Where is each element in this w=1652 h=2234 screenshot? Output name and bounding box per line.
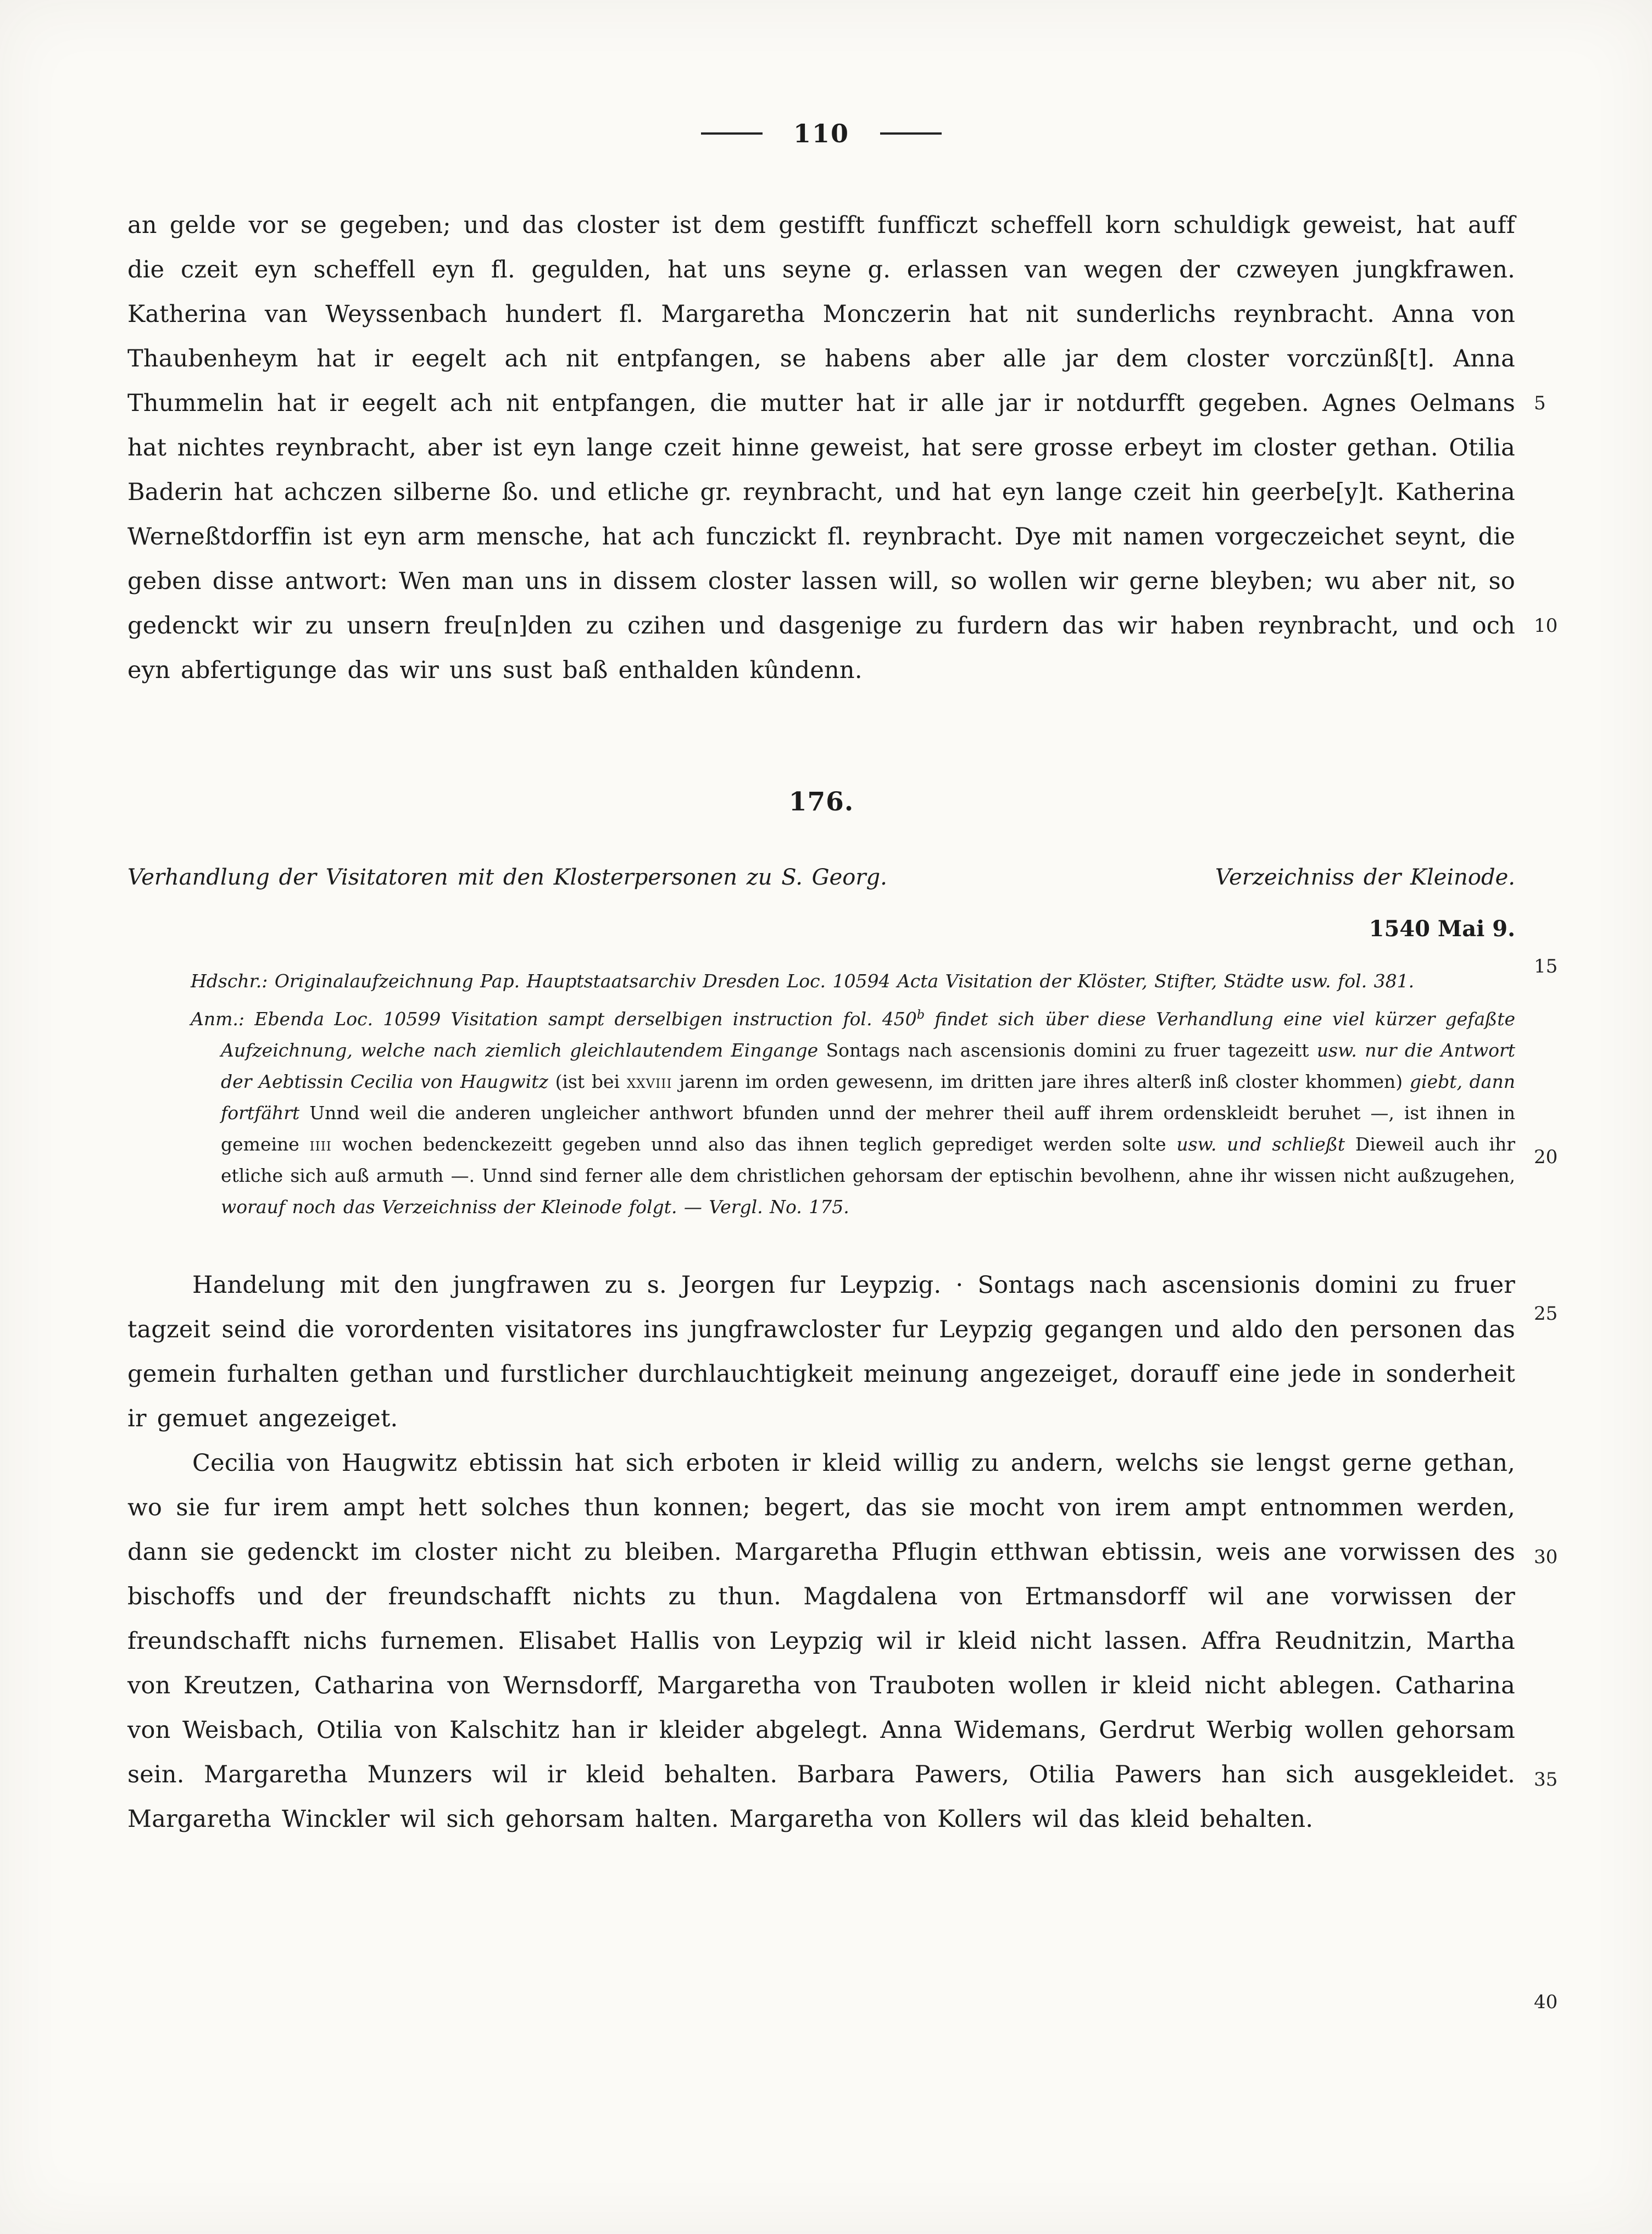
- text-segment: giebt, dann fortfährt: [221, 1071, 1515, 1124]
- text-segment: jarenn im orden gewesenn, im dritten jare ihres alterß inß closter khommen): [672, 1071, 1410, 1092]
- margin-line-number-20: 20: [1534, 1146, 1558, 1168]
- page-number-rule-right: [880, 132, 942, 135]
- main-paragraph-2: Cecilia von Haugwitz ebtissin hat sich erboten ir kleid willig zu andern, welchs sie lengst gerne gethan, wo sie fur irem ampt hett solches thun konnen; begert, das sie mocht von irem ampt entnommen werden, dann sie gedenckt im closter nicht zu bleiben. Margaretha Pflugin etthwan ebtissin, weis ane vorwissen des bischoffs und der freundschafft nichts zu thun. Magdalena von Ertmansdorff wil ane vorwissen der freundschafft nichs furnemen. Elisabet Hallis von Leypzig wil ir kleid nicht lassen. Affra Reudnitzin, Martha von Kreutzen, Catharina von Wernsdorff, Margaretha von Trauboten wollen ir kleid nicht ablegen. Catharina von Weisbach, Otilia von Kalschitz han ir kleider abgelegt. Anna Widemans, Gerdrut Werbig wollen gehorsam sein. Margaretha Munzers wil ir kleid behalten. Barbara Pawers, Otilia Pawers han sich ausgekleidet. Margaretha Winckler wil sich gehorsam halten. Margaretha von Kollers wil das kleid behalten.: [127, 1449, 1515, 1833]
- text-segment: xxviii: [626, 1071, 672, 1092]
- anm-text: [221, 1008, 1515, 1218]
- text-segment: usw. nur die Antwort der Aebtissin Cecilia von Haugwitz: [221, 1040, 1515, 1092]
- text-segment: wochen bedenckezeitt gegeben unnd also das ihnen teglich geprediget werden solte: [331, 1133, 1177, 1155]
- section-title: [127, 862, 1515, 893]
- text-segment: (ist bei: [555, 1071, 627, 1092]
- margin-line-number-35: 35: [1534, 1769, 1558, 1791]
- margin-line-number-5: 5: [1534, 392, 1546, 414]
- margin-line-number-40: 40: [1534, 1991, 1558, 2013]
- text-segment: Ebenda Loc. 10599 Visitation sampt derselbigen instruction fol. 450: [244, 1008, 917, 1030]
- text-segment: iiii: [309, 1133, 332, 1155]
- hdschr-text: [268, 970, 1414, 992]
- text-segment: worauf noch das Verzeichniss der Kleinode folgt. — Vergl. No. 175.: [221, 1196, 849, 1218]
- text-segment: Originalaufzeichnung Pap. Hauptstaatsarchiv Dresden Loc. 10594 Acta Visitation der Klöster, Stifter, Städte usw. fol. 381.: [268, 970, 1415, 992]
- section-title-right: Verzeichniss der Kleinode.: [1215, 865, 1515, 890]
- text-segment: b: [916, 1008, 925, 1022]
- text-segment: Sontags nach ascensionis domini zu fruer tagezeitt: [826, 1040, 1317, 1061]
- section-title-left: Verhandlung der Visitatoren mit den Klosterpersonen zu S. Georg.: [127, 865, 887, 890]
- margin-line-number-30: 30: [1534, 1546, 1558, 1568]
- anm-label: Anm.:: [191, 1008, 244, 1030]
- margin-line-number-25: 25: [1534, 1303, 1558, 1325]
- hdschr-label: Hdschr.:: [191, 970, 268, 992]
- page-header: [127, 116, 1515, 151]
- page-number: 110: [793, 119, 850, 148]
- anm-note: [191, 1003, 1515, 1222]
- main-paragraph-1: Handelung mit den jungfrawen zu s. Jeorgen fur Leypzig. · Sontags nach ascensionis domini zu fruer tagzeit seind die vorordenten visitatores ins jungfrawcloster fur Leypzig gegangen und aldo den personen das gemein furhalten gethan und furstlicher durchlauchtigkeit meinung angezeiget, dorauff eine jede in sonderheit ir gemuet angezeiget.: [127, 1271, 1515, 1432]
- continuation-paragraph: an gelde vor se gegeben; und das closter ist dem gestifft funfficzt scheffell korn schuldigk geweist, hat auff die czeit eyn scheffell eyn fl. gegulden, hat uns seyne g. erlassen van wegen der czweyen jungkfrawen. Katherina van Weyssenbach hundert fl. Margaretha Monczerin hat nit sunderlichs reynbracht. Anna von Thaubenheym hat ir eegelt ach nit entpfangen, se habens aber alle jar dem closter vorczünß[t]. Anna Thummelin hat ir eegelt ach nit entpfangen, die mutter hat ir alle jar ir notdurfft gegeben. Agnes Oelmans hat nichtes reynbracht, aber ist eyn lange czeit hinne geweist, hat sere grosse erbeyt im closter gethan. Otilia Baderin hat achczen silberne ßo. und etliche gr. reynbracht, und hat eyn lange czeit hin geerbe[y]t. Katherina Werneßtdorffin ist eyn arm mensche, hat ach funczickt fl. reynbracht. Dye mit namen vorgeczeichet seynt, die geben disse antwort: Wen man uns in dissem closter lassen will, so wollen wir gerne bleyben; wu aber nit, so gedenckt wir zu unsern freu[n]den zu czihen und dasgenige zu furdern das wir haben reynbracht, und och eyn abfertigunge das wir uns sust baß enthalden kûndenn.: [127, 212, 1515, 684]
- page-number-rule-left: [701, 132, 763, 135]
- text-segment: Dieweil auch ihr etliche sich auß armuth —. Unnd sind ferner alle dem christlichen gehorsam der eptischin bevolhenn, ahne ihr wissen nicht außzugehen,: [221, 1133, 1515, 1186]
- section-date: 1540 Mai 9.: [1369, 916, 1515, 942]
- text-segment: Unnd weil die anderen ungleicher anthwort bfunden unnd der mehrer theil auff ihrem ordenskleidt beruhet —, ist ihnen in gemeine: [221, 1102, 1515, 1155]
- hdschr-note: [191, 965, 1515, 997]
- margin-line-number-15: 15: [1534, 955, 1558, 977]
- text-block: [127, 0, 1515, 1842]
- section-number: 176.: [788, 787, 854, 817]
- text-segment: findet sich über diese Verhandlung eine viel kürzer gefaßte Aufzeichnung, welche nach ziemlich gleichlautendem Eingange: [221, 1008, 1515, 1061]
- margin-line-number-10: 10: [1534, 615, 1558, 637]
- text-segment: usw. und schließt: [1176, 1133, 1355, 1155]
